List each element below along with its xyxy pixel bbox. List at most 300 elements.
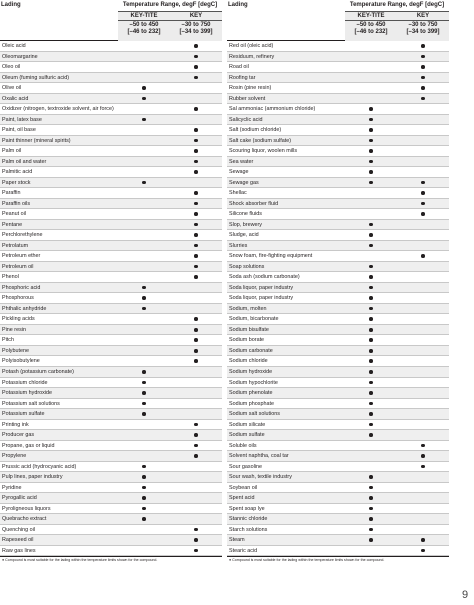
key-tite-range-degc: [–46 to 232]: [127, 29, 161, 35]
lading-name: Palmitic acid: [2, 169, 33, 176]
lading-name: Oxalic acid: [2, 95, 29, 102]
lading-name: Polybutene: [2, 347, 29, 354]
key-suitable-dot: [194, 202, 198, 206]
table-row: [0, 230, 222, 241]
table-row: [227, 462, 449, 473]
key-tite-suitable-dot: [369, 265, 373, 269]
lading-name: Propane, gas or liquid: [2, 442, 55, 449]
lading-name: Paraffin oils: [2, 200, 31, 207]
lading-name: Steam: [229, 537, 245, 544]
lading-name: Pentane: [2, 221, 23, 228]
lading-name: Paint, latex base: [2, 116, 42, 123]
table-row: [227, 483, 449, 494]
lading-name: Potassium chloride: [2, 379, 48, 386]
lading-name: Soda ash (sodium carbonate): [229, 274, 300, 281]
key-tite-header: KEY-TITE: [130, 13, 158, 19]
key-tite-suitable-dot: [142, 402, 146, 406]
table-row: [227, 409, 449, 420]
table-row: [0, 293, 222, 304]
key-suitable-dot: [421, 181, 425, 185]
table-row: [0, 73, 222, 84]
page-number: 9: [462, 589, 469, 601]
key-suitable-dot: [194, 44, 198, 48]
table-row: [0, 188, 222, 199]
table-row: [0, 136, 222, 147]
table-row: [0, 420, 222, 431]
lading-name: Starch solutions: [229, 526, 268, 533]
table-row: [227, 493, 449, 504]
table-row: [227, 504, 449, 515]
table-row: [0, 41, 222, 52]
key-tite-suitable-dot: [369, 370, 373, 374]
lading-name: Sodium phenolate: [229, 390, 273, 397]
table-row: [0, 220, 222, 231]
key-tite-suitable-dot: [369, 296, 373, 300]
lading-name: Oleic acid: [2, 43, 26, 49]
key-suitable-dot: [194, 265, 198, 269]
lading-name: Phthalic anhydride: [2, 305, 47, 312]
table-row: [0, 514, 222, 525]
lading-name: Stearic acid: [229, 547, 258, 554]
table-row: [227, 94, 449, 105]
table-row: [0, 304, 222, 315]
key-suitable-dot: [194, 254, 198, 258]
key-tite-suitable-dot: [369, 181, 373, 185]
key-tite-suitable-dot: [369, 423, 373, 427]
lading-name: Paint, oil base: [2, 127, 36, 134]
key-tite-suitable-dot: [369, 160, 373, 164]
table-row: [0, 451, 222, 462]
key-suitable-dot: [194, 55, 198, 59]
lading-name: Petrolatum: [2, 242, 29, 249]
key-tite-suitable-dot: [369, 149, 373, 153]
lading-name: Sodium, bicarbonate: [229, 316, 279, 323]
table-row: [227, 430, 449, 441]
right-table: [227, 2, 449, 564]
table-row: [0, 462, 222, 473]
lading-name: Rosin (pine resin): [229, 85, 272, 92]
key-tite-suitable-dot: [369, 412, 373, 416]
table-row: [227, 367, 449, 378]
right-table-header: [227, 2, 449, 41]
lading-name: Sodium, molten: [229, 305, 267, 312]
lading-name: Spent soap lye: [229, 505, 265, 512]
key-suitable-dot: [194, 244, 198, 248]
key-tite-suitable-dot: [142, 307, 146, 311]
lading-name: Shock absorber fluid: [229, 200, 279, 207]
key-tite-suitable-dot: [142, 507, 146, 511]
lading-name: Soluble oils: [229, 442, 257, 449]
lading-name: Sodium sulfate: [229, 432, 265, 439]
lading-name: Oleo oil: [2, 64, 21, 71]
header-divider: [345, 20, 449, 21]
table-row: [0, 146, 222, 157]
key-suitable-dot: [194, 160, 198, 164]
key-tite-suitable-dot: [142, 286, 146, 290]
key-tite-suitable-dot: [369, 286, 373, 290]
table-row: [227, 335, 449, 346]
lading-name: Spent acid: [229, 495, 255, 502]
lading-name: Road oil: [229, 64, 249, 71]
table-row: [227, 378, 449, 389]
key-tite-suitable-dot: [142, 86, 146, 90]
lading-name: Quenching oil: [2, 526, 35, 533]
table-row: [227, 104, 449, 115]
table-row: [0, 157, 222, 168]
key-suitable-dot: [194, 549, 198, 553]
footnote: ● Compound is most suitable for the lading within the temperature limits shown for the compound.: [0, 556, 222, 564]
key-suitable-dot: [194, 328, 198, 332]
lading-name: Slop, brewery: [229, 221, 262, 228]
key-range-degf: –30 to 750: [408, 22, 438, 28]
lading-name: Scouring liquor, woolen mills: [229, 148, 298, 155]
left-table: [0, 2, 222, 564]
table-row: [0, 283, 222, 294]
table-row: [0, 52, 222, 63]
temperature-range-header: Temperature Range, degF [degC]: [122, 2, 218, 8]
key-tite-suitable-dot: [369, 538, 373, 542]
lading-name: Rapeseed oil: [2, 537, 34, 544]
key-suitable-dot: [194, 128, 198, 132]
key-suitable-dot: [194, 444, 198, 448]
key-suitable-dot: [421, 97, 425, 101]
table-row: [227, 472, 449, 483]
key-suitable-dot: [194, 223, 198, 227]
lading-name: Solvent naphtha, coal tar: [229, 453, 289, 460]
key-suitable-dot: [421, 65, 425, 69]
lading-name: Pickling acids: [2, 316, 35, 323]
table-row: [227, 52, 449, 63]
key-tite-suitable-dot: [369, 507, 373, 511]
lading-name: Sodium phosphate: [229, 400, 274, 407]
key-suitable-dot: [194, 338, 198, 342]
table-row: [227, 146, 449, 157]
key-tite-suitable-dot: [369, 328, 373, 332]
key-header: KEY: [189, 13, 203, 19]
lading-name: Pyroligneous liquors: [2, 505, 51, 512]
right-rows: [227, 41, 449, 556]
table-row: [0, 346, 222, 357]
key-tite-suitable-dot: [369, 107, 373, 111]
key-tite-suitable-dot: [369, 223, 373, 227]
key-tite-suitable-dot: [142, 296, 146, 300]
lading-name: Soap solutions: [229, 263, 265, 270]
key-tite-suitable-dot: [369, 170, 373, 174]
lading-name: Rubber solvent: [229, 95, 266, 102]
lading-name: Sour gasoline: [229, 463, 262, 470]
table-row: [0, 430, 222, 441]
table-row: [227, 546, 449, 557]
table-row: [227, 293, 449, 304]
lading-name: Shellac: [229, 190, 247, 197]
table-row: [227, 388, 449, 399]
key-range-degc: [–34 to 399]: [406, 29, 440, 35]
table-row: [0, 525, 222, 536]
lading-name: Slurries: [229, 242, 248, 249]
table-row: [0, 167, 222, 178]
lading-name: Quebracho extract: [2, 516, 47, 523]
lading-name: Pyrogallic acid: [2, 495, 37, 502]
lading-name: Red oil (oleic acid): [229, 43, 274, 49]
lading-name: Sludge, acid: [229, 232, 259, 239]
lading-name: Salicyclic acid: [229, 116, 263, 123]
key-suitable-dot: [194, 139, 198, 143]
key-suitable-dot: [194, 76, 198, 80]
table-row: [0, 378, 222, 389]
table-row: [0, 199, 222, 210]
table-row: [227, 167, 449, 178]
key-suitable-dot: [421, 254, 425, 258]
key-tite-suitable-dot: [142, 496, 146, 500]
lading-name: Soda liquor, paper industry: [229, 284, 294, 291]
key-header: KEY: [416, 13, 430, 19]
lading-name: Potash (potassium carbonate): [2, 368, 74, 375]
key-tite-suitable-dot: [369, 517, 373, 521]
lading-name: Sodium hydroxide: [229, 368, 273, 375]
key-suitable-dot: [194, 433, 198, 437]
lading-name: Printing ink: [2, 421, 29, 428]
table-row: [227, 441, 449, 452]
key-suitable-dot: [194, 107, 198, 111]
key-tite-suitable-dot: [142, 412, 146, 416]
table-row: [0, 504, 222, 515]
lading-name: Phosphorous: [2, 295, 34, 302]
table-row: [227, 304, 449, 315]
table-row: [227, 62, 449, 73]
table-row: [0, 178, 222, 189]
key-tite-suitable-dot: [142, 486, 146, 490]
key-suitable-dot: [194, 528, 198, 532]
key-suitable-dot: [421, 44, 425, 48]
table-row: [0, 546, 222, 557]
lading-name: Paraffin: [2, 190, 21, 197]
lading-name: Sodium borate: [229, 337, 265, 344]
key-tite-range-degc: [–46 to 232]: [354, 29, 388, 35]
header-divider: [118, 20, 222, 21]
key-tite-suitable-dot: [142, 118, 146, 122]
lading-name: Oxidizer (nitrogen, textroxide solvent, air force): [2, 106, 114, 113]
lading-name: Potassium sulfate: [2, 411, 45, 418]
table-row: [0, 399, 222, 410]
lading-name: Raw gas lines: [2, 547, 36, 554]
key-tite-suitable-dot: [369, 359, 373, 363]
key-suitable-dot: [421, 549, 425, 553]
table-row: [227, 514, 449, 525]
table-row: [227, 420, 449, 431]
lading-name: Palm oil: [2, 148, 22, 155]
table-row: [227, 136, 449, 147]
lading-name: Phenol: [2, 274, 19, 281]
lading-name: Producer gas: [2, 432, 35, 439]
key-suitable-dot: [421, 212, 425, 216]
table-row: [0, 441, 222, 452]
lading-name: Sodium bisulfate: [229, 326, 269, 333]
table-row: [227, 535, 449, 546]
table-row: [227, 199, 449, 210]
lading-name: Sodium chloride: [229, 358, 268, 365]
key-tite-suitable-dot: [369, 139, 373, 143]
lading-name: Salt cake (sodium sulfate): [229, 137, 292, 144]
lading-name: Soda liquor, paper industry: [229, 295, 294, 302]
table-row: [0, 356, 222, 367]
key-range-degf: –30 to 750: [181, 22, 211, 28]
lading-name: Sodium silicate: [229, 421, 266, 428]
lading-name: Sodium hypochlorite: [229, 379, 278, 386]
table-row: [0, 483, 222, 494]
key-suitable-dot: [421, 454, 425, 458]
lading-name: Salt (sodium chloride): [229, 127, 282, 134]
lading-name: Sal ammoniac (ammonium chloride): [229, 106, 316, 113]
table-row: [227, 125, 449, 136]
key-tite-suitable-dot: [142, 517, 146, 521]
table-row: [0, 325, 222, 336]
key-suitable-dot: [194, 359, 198, 363]
key-tite-suitable-dot: [142, 97, 146, 101]
key-suitable-dot: [421, 444, 425, 448]
lading-name: Oleum (fuming sulfuric acid): [2, 74, 70, 81]
key-tite-suitable-dot: [369, 475, 373, 479]
key-suitable-dot: [194, 317, 198, 321]
lading-name: Olive oil: [2, 85, 22, 92]
key-tite-suitable-dot: [142, 465, 146, 469]
temperature-range-header: Temperature Range, degF [degC]: [349, 2, 445, 8]
table-row: [0, 83, 222, 94]
lading-name: Perchlorethylene: [2, 232, 43, 239]
table-row: [0, 125, 222, 136]
table-row: [0, 115, 222, 126]
table-row: [0, 241, 222, 252]
table-row: [0, 94, 222, 105]
lading-name: Potassium hydroxide: [2, 390, 53, 397]
lading-header: Lading: [1, 2, 21, 8]
key-tite-range-degf: –50 to 450: [356, 22, 386, 28]
lading-name: Petroleum oil: [2, 263, 34, 270]
key-tite-suitable-dot: [369, 338, 373, 342]
table-row: [0, 409, 222, 420]
key-suitable-dot: [194, 538, 198, 542]
key-tite-suitable-dot: [369, 118, 373, 122]
lading-name: Pine resin: [2, 326, 26, 333]
table-row: [227, 157, 449, 168]
key-suitable-dot: [194, 423, 198, 427]
lading-name: Paint thinner (mineral spirits): [2, 137, 71, 144]
key-suitable-dot: [421, 76, 425, 80]
key-tite-suitable-dot: [369, 233, 373, 237]
table-row: [227, 346, 449, 357]
lading-name: Propylene: [2, 453, 27, 460]
key-tite-suitable-dot: [142, 381, 146, 385]
table-row: [0, 209, 222, 220]
lading-name: Snow foam, fire-fighting equipment: [229, 253, 313, 260]
table-row: [227, 283, 449, 294]
lading-name: Sour wash, textile industry: [229, 474, 292, 481]
table-row: [0, 493, 222, 504]
lading-name: Peanut oil: [2, 211, 26, 218]
lading-name: Pitch: [2, 337, 14, 344]
table-row: [0, 388, 222, 399]
key-tite-suitable-dot: [369, 433, 373, 437]
table-row: [227, 188, 449, 199]
key-suitable-dot: [421, 191, 425, 195]
table-row: [227, 209, 449, 220]
key-tite-suitable-dot: [369, 128, 373, 132]
key-suitable-dot: [194, 191, 198, 195]
key-suitable-dot: [421, 202, 425, 206]
table-row: [227, 230, 449, 241]
lading-header: Lading: [228, 2, 248, 8]
key-tite-suitable-dot: [369, 317, 373, 321]
key-tite-header: KEY-TITE: [357, 13, 385, 19]
key-tite-suitable-dot: [369, 528, 373, 532]
table-row: [227, 325, 449, 336]
lading-name: Soybean oil: [229, 484, 258, 491]
lading-name: Prussic acid (hydrocyanic acid): [2, 463, 77, 470]
key-tite-suitable-dot: [369, 349, 373, 353]
key-tite-range-degf: –50 to 450: [129, 22, 159, 28]
table-row: [0, 62, 222, 73]
table-row: [227, 525, 449, 536]
key-tite-suitable-dot: [369, 275, 373, 279]
left-table-header: [0, 2, 222, 41]
table-row: [227, 451, 449, 462]
table-row: [227, 399, 449, 410]
table-row: [0, 472, 222, 483]
key-tite-suitable-dot: [369, 391, 373, 395]
table-row: [227, 115, 449, 126]
key-suitable-dot: [194, 233, 198, 237]
key-suitable-dot: [421, 538, 425, 542]
key-suitable-dot: [194, 454, 198, 458]
lading-name: Residuum, refinery: [229, 53, 275, 60]
left-rows: [0, 41, 222, 556]
table-row: [227, 314, 449, 325]
lading-name: Paper stock: [2, 179, 31, 186]
lading-name: Sodium carbonate: [229, 347, 273, 354]
key-suitable-dot: [421, 86, 425, 90]
footnote: ● Compound is most suitable for the lading within the temperature limits shown for the compound.: [227, 556, 449, 564]
key-suitable-dot: [194, 149, 198, 153]
table-row: [0, 251, 222, 262]
lading-name: Sewage gas: [229, 179, 259, 186]
key-tite-suitable-dot: [142, 370, 146, 374]
table-row: [0, 272, 222, 283]
key-tite-suitable-dot: [369, 381, 373, 385]
lading-name: Oleomargarine: [2, 53, 38, 60]
table-row: [0, 314, 222, 325]
key-tite-suitable-dot: [142, 181, 146, 185]
lading-name: Sewage: [229, 169, 249, 176]
key-tite-suitable-dot: [142, 391, 146, 395]
table-row: [227, 251, 449, 262]
lading-name: Roofing tar: [229, 74, 256, 81]
table-row: [0, 367, 222, 378]
table-row: [227, 41, 449, 52]
lading-name: Pyridine: [2, 484, 22, 491]
key-tite-suitable-dot: [369, 402, 373, 406]
lading-name: Phosphoric acid: [2, 284, 41, 291]
lading-name: Petroleum ether: [2, 253, 41, 260]
key-suitable-dot: [421, 465, 425, 469]
key-suitable-dot: [194, 212, 198, 216]
key-suitable-dot: [194, 65, 198, 69]
table-row: [227, 241, 449, 252]
table-row: [0, 262, 222, 273]
table-row: [227, 83, 449, 94]
table-row: [227, 356, 449, 367]
key-tite-suitable-dot: [369, 244, 373, 248]
key-suitable-dot: [194, 349, 198, 353]
lading-name: Pulp lines, paper industry: [2, 474, 63, 481]
